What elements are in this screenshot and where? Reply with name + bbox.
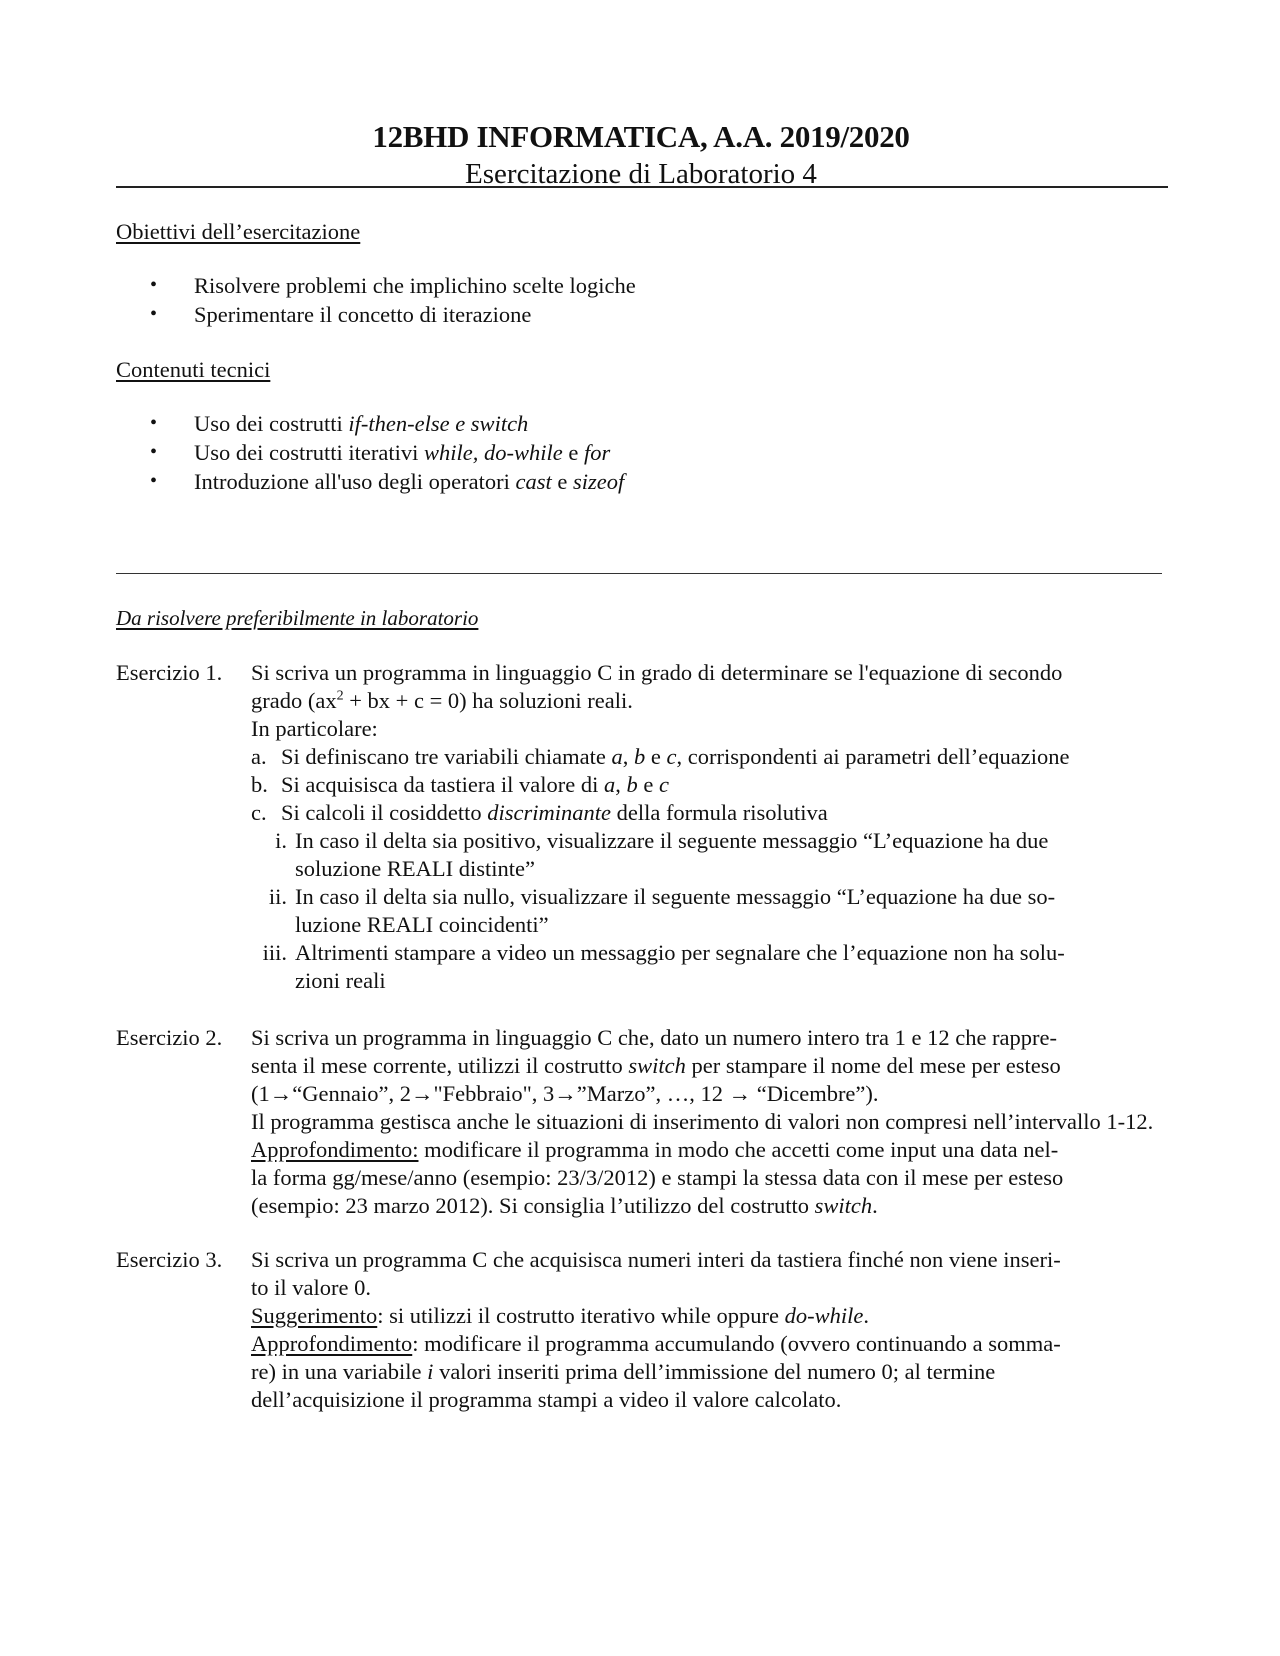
deep-label: Approfondimento: <box>251 1137 419 1162</box>
hint-label: Suggerimento <box>251 1303 378 1328</box>
case-item-ii: ii. In caso il delta sia nullo, visualizzare il seguente messaggio “L’equazione ha due so- luzione REALI coincidenti” <box>268 884 1056 937</box>
sub-item-a: a. Si definiscano tre variabili chiamate a, b e c, corrispondenti ai parametri dell’equazione <box>251 744 1070 769</box>
exercise-body: Si scriva un programma in linguaggio C che, dato un numero intero tra 1 e 12 che rappre- senta il mese corrente, utilizzi il costrutto switch per stampare il nome del mese per esteso (1→“Gennaio”, 2→"Febbraio", 3→”Marzo”, …, 12 → “Dicembre”). Il programma gestisca anche le situazioni di inserimento di valori non compresi nell’intervallo 1-12. Approfondimento: modificare il programma in modo che accetti come input una data nel- la forma gg/mese/anno (esempio: 23/3/2012) e stampi la stessa data con il mese per esteso (esempio: 23 marzo 2012). Si consiglia l’utilizzo del costrutto switch. <box>251 1025 1154 1218</box>
list-item: • Uso dei costrutti if-then-else e switch <box>150 409 624 438</box>
exercise-label: Esercizio 1. <box>116 660 223 685</box>
technical-heading: Contenuti tecnici <box>116 357 271 382</box>
sub-item-b: b. Si acquisisca da tastiera il valore di a, b e c <box>251 772 670 797</box>
section-divider <box>116 573 1162 574</box>
case-item-i: i. In caso il delta sia positivo, visualizzare il seguente messaggio “L’equazione ha due soluzione REALI distinte” <box>275 828 1049 881</box>
page-subtitle: Esercitazione di Laboratorio 4 <box>465 158 817 190</box>
list-item: • Risolvere problemi che implichino scelte logiche <box>150 271 636 300</box>
list-item: • Uso dei costrutti iterativi while, do-while e for <box>150 438 624 467</box>
list-item: • Introduzione all'uso degli operatori cast e sizeof <box>150 467 624 496</box>
section-heading: Da risolvere preferibilmente in laboratorio <box>116 606 479 630</box>
sub-item-c: c. Si calcoli il cosiddetto discriminante della formula risolutiva <box>251 800 828 825</box>
list-item: • Sperimentare il concetto di iterazione <box>150 300 636 329</box>
title-block <box>116 118 1166 192</box>
exercise-label: Esercizio 2. <box>116 1025 223 1050</box>
objectives-heading: Obiettivi dell’esercitazione <box>116 219 361 244</box>
page-title: 12BHD INFORMATICA, A.A. 2019/2020 <box>372 119 910 154</box>
deep-label: Approfondimento <box>251 1331 413 1356</box>
exercise-label: Esercizio 3. <box>116 1247 223 1272</box>
objectives-list <box>150 271 636 329</box>
exercise-body: Si scriva un programma in linguaggio C in grado di determinare se l'equazione di secondo grado ($ax^2$ + bx + c = 0) ha soluzioni reali. In particolare: a. Si definiscano tre variabili chiamate a, b e c, corrispondenti ai parametri dell’equazione b. Si acquisisca da tastiera il valore di a, b e c c. Si calcoli il cosiddetto discriminante della formula risolutiva i. In caso il delta sia positivo, visualizzare il seguente messaggio “L’equazione ha due soluzione REALI distinte” ii. In caso il delta sia nullo, visualizzare il seguente messaggio “L’equazione ha due so- luzione REALI coincidenti” iii. Altrimenti stampare a video un messaggio per segnalare che l’equazione non ha solu- zioni reali <box>251 659 1166 995</box>
title-divider <box>116 186 1168 188</box>
technical-list <box>150 409 624 496</box>
case-item-iii: iii. Altrimenti stampare a video un messaggio per segnalare che l’equazione non ha solu- zioni reali <box>262 940 1065 993</box>
exercise-body: Si scriva un programma C che acquisisca numeri interi da tastiera finché non viene inseri- to il valore 0. Suggerimento: si utilizzi il costrutto iterativo while oppure do-while. Approfondimento: modificare il programma accumulando (ovvero continuando a somma- re) in una variabile i valori inseriti prima dell’immissione del numero 0; al termine dell’acquisizione il programma stampi a video il valore calcolato. <box>251 1247 1061 1412</box>
